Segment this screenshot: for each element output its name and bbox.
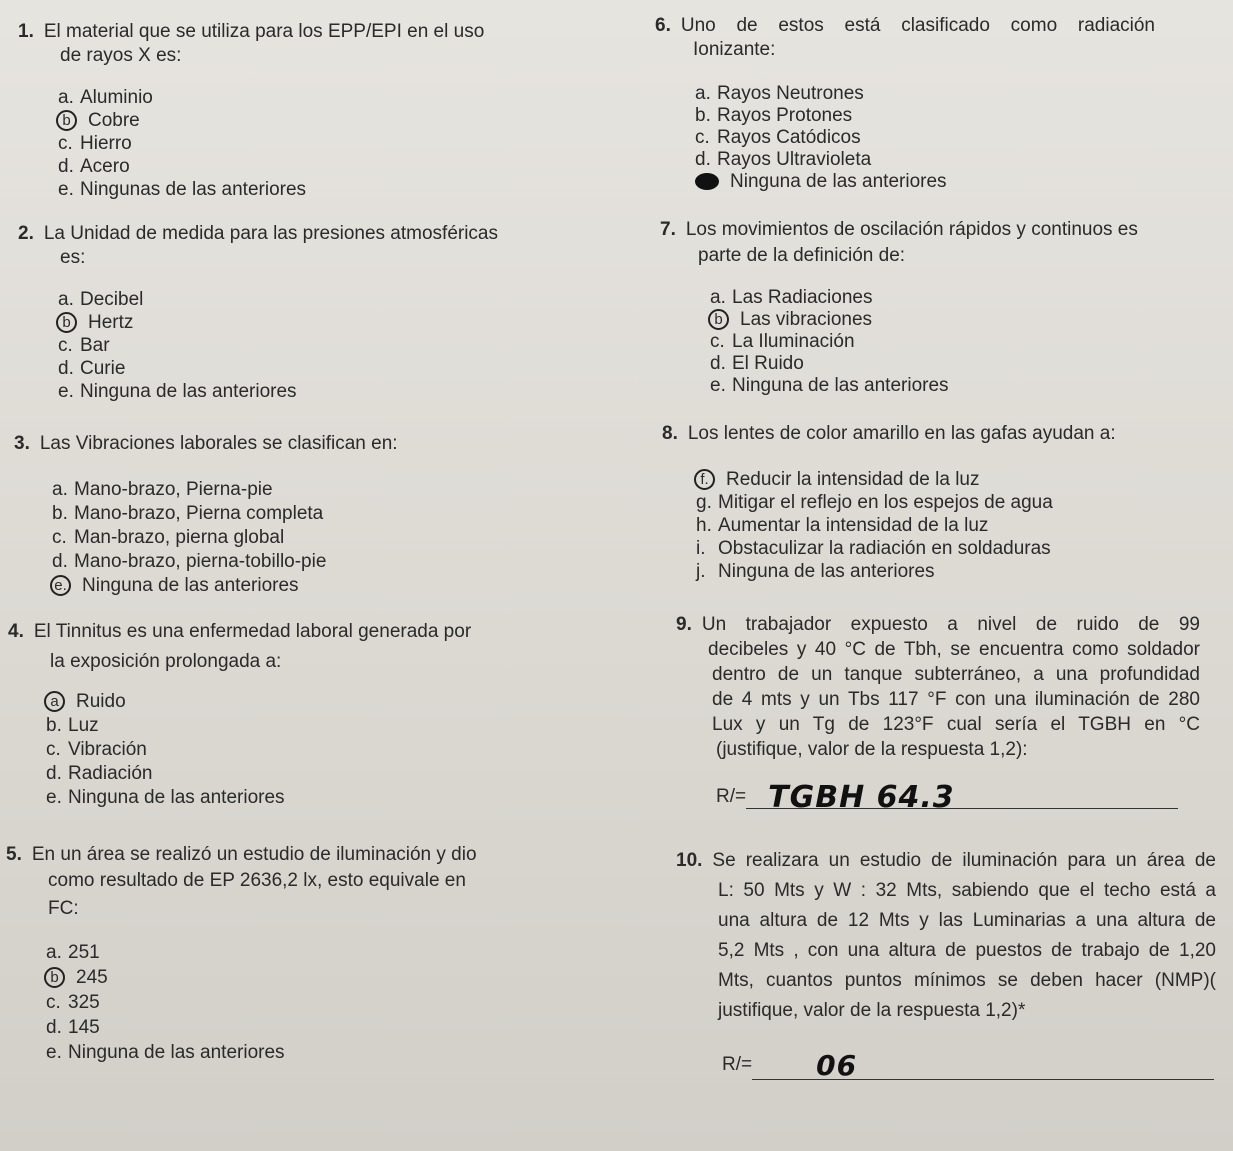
option-i[interactable]: i. Obstaculizar la radiación en soldaduras xyxy=(696,538,1051,559)
option-a-marked[interactable]: a Ruido xyxy=(36,690,568,714)
option-j[interactable]: j. Ninguna de las anteriores xyxy=(696,561,935,582)
answer-row xyxy=(676,780,1200,815)
option-e[interactable]: e. Ninguna de las anteriores xyxy=(710,375,949,396)
question-text-line: Lux y un Tg de 123°F cual sería el TGBH en °C xyxy=(712,714,1200,735)
answer-label: R/= xyxy=(716,786,747,807)
option-c[interactable]: c. Rayos Catódicos xyxy=(695,127,861,148)
option-b-marked[interactable]: b Cobre xyxy=(48,109,578,132)
option-b-marked[interactable]: b 245 xyxy=(36,966,566,991)
question-text: 8. Los lentes de color amarillo en las gafas ayudan a: xyxy=(662,423,1116,444)
question-text: 5. En un área se realizó un estudio de iluminación y dio xyxy=(6,844,477,865)
options-list xyxy=(662,468,1202,583)
option-d[interactable]: d. Mano-brazo, pierna-tobillo-pie xyxy=(52,551,327,572)
question-7 xyxy=(660,218,1180,396)
question-text-line: 5,2 Mts , con una altura de puestos de trabajo de 1,20 xyxy=(718,940,1216,961)
option-d[interactable]: d. Rayos Ultravioleta xyxy=(695,149,872,170)
handwritten-answer: 06 xyxy=(816,1049,858,1082)
question-text: 4. El Tinnitus es una enfermedad laboral generada por xyxy=(8,621,472,642)
question-text-line: dentro de un tanque subterráneo, a una profundidad xyxy=(712,664,1200,685)
answer-field[interactable] xyxy=(746,780,1178,815)
answer-label: R/= xyxy=(722,1054,753,1075)
question-text-cont: FC: xyxy=(48,898,79,919)
question-text: 9. Un trabajador expuesto a nivel de ruido de 99 xyxy=(676,614,1200,635)
option-c[interactable]: c. Vibración xyxy=(46,739,147,760)
handwritten-answer: TGBH 64.3 xyxy=(768,780,955,815)
question-text-cont: Ionizante: xyxy=(693,39,776,60)
option-a[interactable]: a. 251 xyxy=(46,942,100,963)
option-a[interactable]: a. Aluminio xyxy=(58,87,153,108)
circled-answer-mark: b xyxy=(44,967,65,988)
option-c[interactable]: c. Hierro xyxy=(58,133,132,154)
question-text-cont: la exposición prolongada a: xyxy=(50,651,282,672)
option-e[interactable]: e. Ningunas de las anteriores xyxy=(58,179,307,200)
question-text: 2. La Unidad de medida para las presiones atmosféricas xyxy=(18,223,499,244)
question-10 xyxy=(676,846,1216,1080)
question-text-line: decibeles y 40 °C de Tbh, se encuentra como soldador xyxy=(708,639,1200,660)
option-a[interactable]: a. Rayos Neutrones xyxy=(695,83,864,104)
question-text-line: L: 50 Mts y W : 32 Mts, sabiendo que el techo está a xyxy=(718,880,1216,901)
question-text-cont: de rayos X es: xyxy=(60,45,182,66)
question-2 xyxy=(18,222,578,403)
answer-field[interactable] xyxy=(752,1049,1214,1082)
option-e-marked[interactable]: Ninguna de las anteriores xyxy=(685,170,1155,192)
option-d[interactable]: d. Radiación xyxy=(46,763,153,784)
question-4 xyxy=(8,620,568,810)
answer-row xyxy=(676,1050,1216,1080)
question-6 xyxy=(655,14,1155,192)
question-text-line: Mts, cuantos puntos mínimos se deben hacer (NMP)( xyxy=(718,970,1216,991)
option-d[interactable]: d. Curie xyxy=(58,358,126,379)
option-a[interactable]: a. Decibel xyxy=(58,289,144,310)
circled-answer-mark: a xyxy=(44,691,65,712)
options-list xyxy=(18,86,578,201)
option-a[interactable]: a. Las Radiaciones xyxy=(710,287,873,308)
option-d[interactable]: d. El Ruido xyxy=(710,353,804,374)
question-text-line: (justifique, valor de la respuesta 1,2): xyxy=(716,739,1028,760)
options-list xyxy=(18,288,578,403)
options-list xyxy=(6,941,566,1066)
option-d[interactable]: d. 145 xyxy=(46,1017,100,1038)
question-text: 10. Se realizara un estudio de iluminación para un área de xyxy=(676,850,1216,871)
option-e[interactable]: e. Ninguna de las anteriores xyxy=(46,787,285,808)
option-c[interactable]: c. Bar xyxy=(58,335,110,356)
question-8 xyxy=(662,422,1202,583)
option-b[interactable]: b. Luz xyxy=(46,715,99,736)
circled-answer-mark: b xyxy=(56,312,77,333)
question-text-cont: como resultado de EP 2636,2 lx, esto equivale en xyxy=(48,870,466,891)
option-b-marked[interactable]: b Hertz xyxy=(48,311,578,334)
option-b[interactable]: b. Mano-brazo, Pierna completa xyxy=(52,503,324,524)
question-9 xyxy=(676,612,1200,815)
option-e[interactable]: e. Ninguna de las anteriores xyxy=(58,381,297,402)
option-a[interactable]: a. Mano-brazo, Pierna-pie xyxy=(52,479,273,500)
circled-answer-mark: b xyxy=(56,110,77,131)
option-e-marked[interactable]: e. Ninguna de las anteriores xyxy=(42,574,574,598)
option-c[interactable]: c. 325 xyxy=(46,992,100,1013)
question-5 xyxy=(6,843,566,1066)
option-e[interactable]: e. Ninguna de las anteriores xyxy=(46,1042,285,1063)
circled-answer-mark: b xyxy=(708,309,729,330)
question-text-line: justifique, valor de la respuesta 1,2)* xyxy=(718,1000,1026,1021)
circled-answer-mark: f. xyxy=(694,469,715,490)
question-text: 3. Las Vibraciones laborales se clasifican en: xyxy=(14,433,398,454)
option-d[interactable]: d. Acero xyxy=(58,156,130,177)
options-list xyxy=(14,478,574,598)
options-list xyxy=(8,690,568,810)
option-b-marked[interactable]: b Las vibraciones xyxy=(700,308,1180,330)
option-c[interactable]: c. Man-brazo, pierna global xyxy=(52,527,285,548)
question-text-line: una altura de 12 Mts y las Luminarias a una altura de xyxy=(718,910,1216,931)
options-list xyxy=(660,286,1180,396)
question-text-cont: es: xyxy=(60,247,86,268)
option-h[interactable]: h. Aumentar la intensidad de la luz xyxy=(696,515,989,536)
question-text-line: de 4 mts y un Tbs 117 °F con una iluminación de 280 xyxy=(712,689,1200,710)
circled-answer-mark: e. xyxy=(50,575,71,596)
question-text: 6. Uno de estos está clasificado como radiación xyxy=(655,15,1155,36)
question-text-cont: parte de la definición de: xyxy=(698,245,906,266)
options-list xyxy=(655,82,1155,192)
filled-answer-mark xyxy=(695,173,719,190)
question-1 xyxy=(18,20,578,201)
option-b[interactable]: b. Rayos Protones xyxy=(695,105,853,126)
option-c[interactable]: c. La Iluminación xyxy=(710,331,855,352)
question-text: 1. El material que se utiliza para los EPP/EPI en el uso xyxy=(18,21,485,42)
option-f-marked[interactable]: f. Reducir la intensidad de la luz xyxy=(686,468,1202,491)
question-3 xyxy=(14,432,574,598)
option-g[interactable]: g. Mitigar el reflejo en los espejos de agua xyxy=(696,492,1053,513)
question-text: 7. Los movimientos de oscilación rápidos y continuos es xyxy=(660,219,1138,240)
